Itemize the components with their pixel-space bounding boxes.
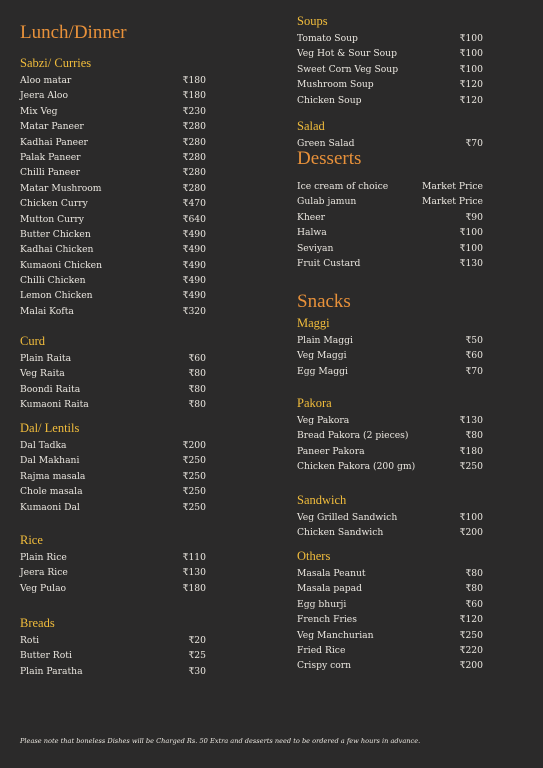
section-title-salad: Salad [297, 119, 325, 133]
menu-item [297, 628, 487, 643]
menu-item [20, 550, 210, 565]
item-price: ₹100 [459, 33, 483, 44]
item-price: ₹120 [459, 614, 483, 626]
menu-item [20, 119, 210, 134]
item-price: ₹470 [182, 198, 206, 210]
item-price: ₹250 [182, 470, 206, 482]
item-name: Kumaoni Raita [20, 399, 89, 411]
menu-item [20, 288, 210, 303]
menu-item [297, 364, 487, 379]
item-name: Kumaoni Dal [20, 501, 80, 513]
item-price: ₹490 [182, 259, 206, 271]
desserts-header [297, 148, 487, 170]
item-price: ₹80 [188, 368, 206, 380]
item-name: Fruit Custard [297, 257, 361, 269]
lunch-dinner-header [20, 22, 210, 44]
menu-item [20, 104, 210, 119]
menu-item [297, 459, 487, 474]
menu-item [20, 212, 210, 227]
item-name: Chilli Chicken [20, 275, 86, 287]
item-price: ₹320 [182, 305, 206, 317]
item-name: Halwa [297, 227, 327, 239]
item-price: ₹80 [465, 583, 483, 595]
item-list-curd [20, 351, 210, 413]
item-list-dal [20, 438, 210, 515]
item-price: ₹250 [459, 629, 483, 641]
menu-item [297, 256, 487, 271]
menu-item [20, 227, 210, 242]
menu-item [20, 500, 210, 515]
item-price: ₹200 [182, 440, 206, 451]
item-price: ₹220 [459, 644, 483, 656]
section-title-pakora: Pakora [297, 396, 332, 410]
item-price: ₹200 [459, 660, 483, 672]
item-price: ₹130 [459, 415, 483, 426]
item-price: ₹100 [459, 48, 483, 60]
menu-item [20, 484, 210, 499]
item-list-rice [20, 550, 210, 596]
item-name: Crispy corn [297, 660, 352, 672]
item-price: ₹250 [459, 461, 483, 473]
item-price: ₹100 [459, 227, 483, 239]
item-name: Kumaoni Chicken [20, 259, 103, 271]
item-price: ₹110 [182, 552, 206, 563]
section-title-curd: Curd [20, 334, 45, 348]
item-name: Jeera Rice [20, 567, 68, 579]
menu-item [297, 413, 487, 428]
item-list-soups [297, 31, 487, 108]
item-price: ₹50 [465, 335, 483, 346]
item-name: French Fries [297, 614, 357, 626]
item-price: ₹90 [465, 211, 483, 223]
item-name: Roti [20, 635, 40, 646]
section-pakora [297, 396, 487, 475]
item-price: ₹250 [182, 486, 206, 498]
section-dal [20, 421, 210, 515]
item-name: Kadhai Chicken [20, 244, 94, 256]
menu-item [297, 77, 487, 92]
section-others [297, 549, 487, 674]
item-price: Market Price [422, 181, 483, 192]
item-price: ₹80 [465, 430, 483, 442]
item-name: Veg Raita [20, 368, 65, 380]
section-title-maggi: Maggi [297, 316, 330, 330]
item-price: ₹180 [182, 582, 206, 594]
item-price: ₹120 [459, 94, 483, 106]
section-rice [20, 533, 210, 596]
item-name: Plain Raita [20, 353, 72, 364]
menu-item [20, 438, 210, 453]
section-title-breads: Breads [20, 616, 55, 630]
item-name: Mutton Curry [20, 213, 84, 225]
item-name: Seviyan [297, 242, 334, 254]
item-price: ₹80 [465, 568, 483, 579]
item-price: ₹100 [459, 512, 483, 523]
section-salad [297, 119, 487, 151]
menu-item [297, 179, 487, 194]
menu-item [297, 31, 487, 46]
item-list-sabzi [20, 73, 210, 319]
menu-item [297, 348, 487, 363]
item-price: ₹100 [459, 242, 483, 254]
section-sabzi [20, 56, 210, 319]
menu-item [297, 566, 487, 581]
menu-item [297, 597, 487, 612]
item-price: ₹490 [182, 244, 206, 256]
menu-item [20, 633, 210, 648]
item-price: ₹490 [182, 290, 206, 302]
menu-item [297, 333, 487, 348]
section-title-others: Others [297, 549, 331, 563]
item-list-desserts [297, 179, 487, 271]
item-list-breads [20, 633, 210, 679]
item-name: Mushroom Soup [297, 79, 374, 91]
item-name: Chilli Paneer [20, 167, 81, 179]
menu-item [297, 241, 487, 256]
item-name: Green Salad [297, 138, 355, 149]
item-name: Veg Manchurian [297, 629, 374, 641]
item-price: ₹180 [459, 445, 483, 457]
item-name: Veg Maggi [297, 350, 347, 362]
item-price: ₹230 [182, 105, 206, 117]
menu-item [20, 397, 210, 412]
menu-item [20, 258, 210, 273]
item-name: Ice cream of choice [297, 181, 389, 192]
item-price: ₹280 [182, 121, 206, 133]
item-name: Dal Tadka [20, 440, 67, 451]
item-list-maggi [297, 333, 487, 379]
menu-item [20, 181, 210, 196]
item-price: ₹280 [182, 167, 206, 179]
item-name: Mix Veg [20, 105, 58, 117]
item-name: Chole masala [20, 486, 83, 498]
item-price: ₹60 [188, 353, 206, 364]
item-name: Chicken Soup [297, 94, 362, 106]
menu-item [20, 73, 210, 88]
item-name: Tomato Soup [297, 33, 358, 44]
section-breads [20, 616, 210, 679]
item-price: ₹130 [459, 257, 483, 269]
item-name: Kheer [297, 211, 326, 223]
lunch-dinner-title: Lunch/Dinner [20, 22, 127, 43]
item-name: Malai Kofta [20, 305, 74, 317]
menu-item [20, 242, 210, 257]
menu-item [297, 525, 487, 540]
item-name: Matar Mushroom [20, 182, 102, 194]
item-price: Market Price [422, 196, 483, 208]
item-price: ₹180 [182, 75, 206, 86]
item-name: Chicken Pakora (200 gm) [297, 461, 416, 473]
section-soups [297, 14, 487, 108]
item-name: Matar Paneer [20, 121, 84, 133]
menu-item [297, 210, 487, 225]
footer-note: Please note that boneless Dishes will be Charged Rs. 50 Extra and desserts need to be ordered a few hours in advance. [20, 737, 421, 745]
item-price: ₹490 [182, 275, 206, 287]
section-sandwich [297, 493, 487, 541]
item-price: ₹80 [188, 383, 206, 395]
menu-item [297, 581, 487, 596]
item-price: ₹130 [182, 567, 206, 579]
item-price: ₹60 [465, 598, 483, 610]
item-name: Gulab jamun [297, 196, 357, 208]
item-name: Veg Hot & Sour Soup [297, 48, 397, 60]
menu-item [20, 196, 210, 211]
menu-item [297, 62, 487, 77]
snacks-header [297, 291, 487, 313]
item-name: Aloo matar [20, 75, 72, 86]
section-title-rice: Rice [20, 533, 43, 547]
desserts-title: Desserts [297, 148, 362, 169]
item-price: ₹280 [182, 182, 206, 194]
item-name: Fried Rice [297, 644, 346, 656]
item-name: Lemon Chicken [20, 290, 93, 302]
menu-item [297, 225, 487, 240]
item-price: ₹280 [182, 151, 206, 163]
item-name: Veg Pulao [20, 582, 67, 594]
item-name: Egg bhurji [297, 598, 347, 610]
item-name: Masala papad [297, 583, 363, 595]
menu-item [20, 581, 210, 596]
menu-item [20, 565, 210, 580]
item-name: Jeera Aloo [20, 90, 68, 102]
item-name: Paneer Pakora [297, 445, 365, 457]
section-title-dal: Dal/ Lentils [20, 421, 80, 435]
item-price: ₹250 [182, 455, 206, 467]
menu-item [20, 382, 210, 397]
item-name: Veg Pakora [297, 415, 350, 426]
menu-item [297, 444, 487, 459]
item-price: ₹25 [188, 650, 206, 662]
item-list-sandwich [297, 510, 487, 541]
item-name: Plain Paratha [20, 665, 83, 677]
menu-item [20, 469, 210, 484]
item-list-pakora [297, 413, 487, 475]
item-name: Veg Grilled Sandwich [297, 512, 398, 523]
item-name: Bread Pakora (2 pieces) [297, 430, 409, 442]
menu-item [297, 643, 487, 658]
item-name: Plain Maggi [297, 335, 353, 346]
item-list-others [297, 566, 487, 674]
menu-item [20, 273, 210, 288]
section-maggi [297, 316, 487, 379]
menu-item [20, 664, 210, 679]
snacks-title: Snacks [297, 291, 351, 312]
item-name: Sweet Corn Veg Soup [297, 63, 399, 75]
menu-item [20, 150, 210, 165]
menu-item [20, 351, 210, 366]
menu-item [20, 366, 210, 381]
item-price: ₹70 [465, 365, 483, 377]
item-name: Rajma masala [20, 470, 86, 482]
section-title-soups: Soups [297, 14, 328, 28]
item-name: Butter Roti [20, 650, 72, 662]
section-desserts [297, 179, 487, 271]
menu-item [297, 658, 487, 673]
menu-item [297, 93, 487, 108]
item-name: Boondi Raita [20, 383, 81, 395]
item-price: ₹280 [182, 136, 206, 148]
item-name: Palak Paneer [20, 151, 81, 163]
item-name: Egg Maggi [297, 365, 348, 377]
menu-item [297, 612, 487, 627]
item-price: ₹100 [459, 63, 483, 75]
item-price: ₹120 [459, 79, 483, 91]
item-price: ₹80 [188, 399, 206, 411]
menu-item [297, 428, 487, 443]
menu-item [297, 510, 487, 525]
item-price: ₹20 [188, 635, 206, 646]
section-title-sabzi: Sabzi/ Curries [20, 56, 92, 70]
item-price: ₹70 [465, 138, 483, 149]
menu-item [297, 194, 487, 209]
item-name: Chicken Curry [20, 198, 88, 210]
item-price: ₹200 [459, 527, 483, 539]
menu-item [20, 135, 210, 150]
item-name: Plain Rice [20, 552, 67, 563]
menu-item [297, 46, 487, 61]
menu-item [20, 453, 210, 468]
item-price: ₹640 [182, 213, 206, 225]
item-price: ₹30 [188, 665, 206, 677]
item-name: Kadhai Paneer [20, 136, 88, 148]
menu-item [20, 165, 210, 180]
menu-item [20, 304, 210, 319]
item-price: ₹490 [182, 228, 206, 240]
item-name: Dal Makhani [20, 455, 80, 467]
item-price: ₹60 [465, 350, 483, 362]
section-curd [20, 334, 210, 413]
section-title-sandwich: Sandwich [297, 493, 347, 507]
menu-item [20, 648, 210, 663]
menu-item [20, 88, 210, 103]
item-name: Chicken Sandwich [297, 527, 384, 539]
item-price: ₹250 [182, 501, 206, 513]
item-price: ₹180 [182, 90, 206, 102]
item-name: Masala Peanut [297, 568, 366, 579]
item-name: Butter Chicken [20, 228, 91, 240]
